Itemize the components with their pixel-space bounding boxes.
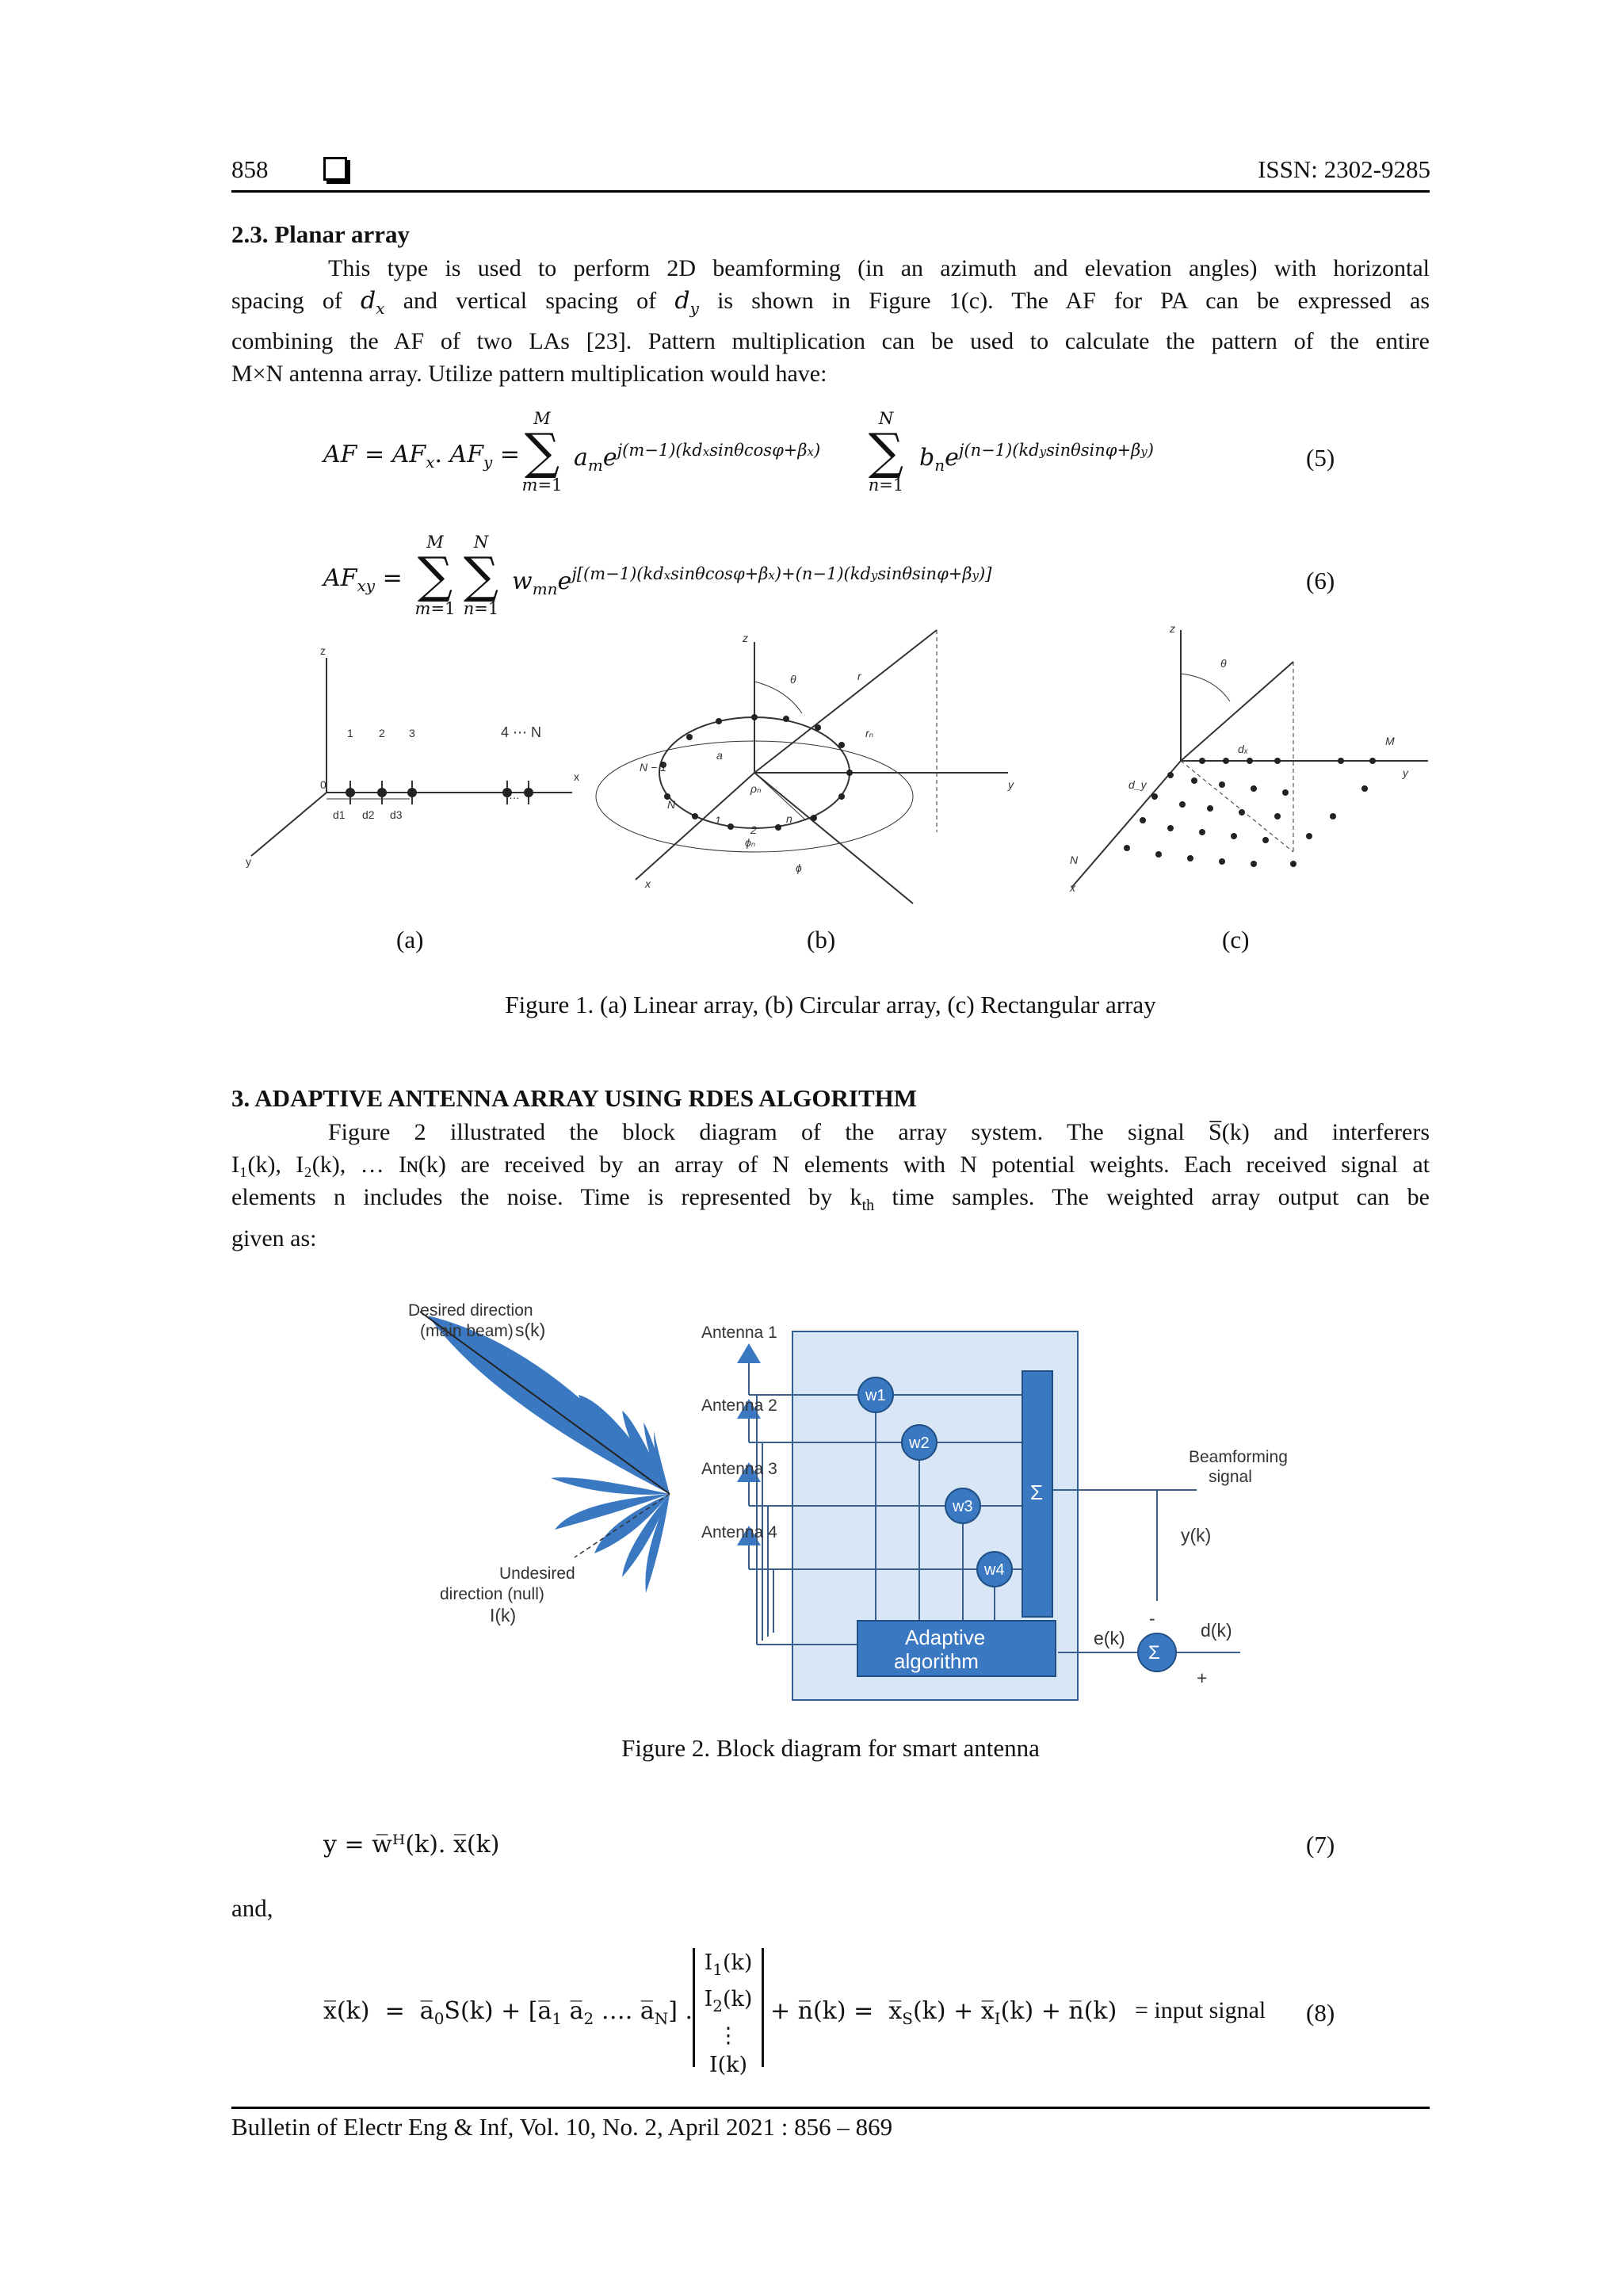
undesired-label: Undesired <box>499 1564 575 1583</box>
beamforming-label: Beamforming <box>1189 1448 1288 1466</box>
label: x <box>1070 881 1075 894</box>
figure-1-diagrams <box>231 622 1436 927</box>
text-line: This type is used to perform 2D beamforming (in an azimuth and elevation angles) with horizontal <box>328 255 1430 281</box>
label: n <box>786 812 792 825</box>
equation-7: y = w̅ᴴ(k). x̅(k) <box>323 1831 500 1859</box>
equation-number: (6) <box>1306 567 1335 594</box>
label: M <box>1385 735 1395 747</box>
equation-number: (5) <box>1306 444 1335 472</box>
label: N <box>1070 854 1079 866</box>
label: d3 <box>390 808 403 821</box>
i-label: I(k) <box>490 1605 517 1626</box>
figure-2-block-diagram <box>396 1292 1288 1704</box>
text-line: given as: <box>231 1225 317 1251</box>
weight-label: w3 <box>953 1498 973 1515</box>
text-line: elements n includes the noise. Time is represented by <box>231 1184 833 1210</box>
issn: ISSN: 2302-9285 <box>1258 155 1430 183</box>
circular-array-labels <box>640 632 1014 890</box>
label: dₓ <box>1238 743 1249 755</box>
y-label: y(k) <box>1181 1525 1212 1545</box>
label: y <box>1008 778 1014 791</box>
label: N <box>667 798 676 811</box>
label: 4 ⋯ N <box>501 724 542 740</box>
label: N − 1 <box>640 761 666 774</box>
label: y <box>1403 766 1408 779</box>
label: … <box>509 789 520 801</box>
equation-number: (7) <box>1306 1831 1335 1859</box>
beamforming-signal-label: signal <box>1209 1468 1252 1486</box>
section-heading-adaptive-array: 3. ADAPTIVE ANTENNA ARRAY USING RDES ALGORITHM <box>231 1084 918 1112</box>
antenna-label: Antenna 4 <box>701 1523 777 1541</box>
text-line: M×N antenna array. Utilize pattern multiplication would have: <box>231 361 827 387</box>
weight-label: w1 <box>865 1387 886 1404</box>
label: 0 <box>320 778 327 791</box>
footer-rule <box>231 2107 1430 2109</box>
text-line: combining the AF of two LAs [23]. Pattern multiplication can be used to calculate the pattern of the entire <box>231 328 1430 354</box>
paragraph-adaptive-array: Figure 2 illustrated the block diagram of the array system. The signal S̅(k) and interferers I₁(k), I₂(k), … Iɴ(k) are received by an array of N elements with N potential weights. Each received signal at elements n includes the noise. Time is represented by $k_{th}$ time samples. The weighted array output can be given as: <box>231 1119 1430 1251</box>
null-direction-label: direction (null) <box>440 1585 544 1603</box>
figure-1-panel-a-label: (a) <box>396 926 424 953</box>
antenna-label: Antenna 1 <box>701 1324 777 1342</box>
algorithm-label: algorithm <box>894 1649 979 1673</box>
label: θ <box>1220 657 1227 670</box>
beam-pattern <box>428 1316 670 1593</box>
figure-1-panel-c-label: (c) <box>1222 926 1250 953</box>
label: x <box>645 877 651 890</box>
rectangular-array-elements <box>1124 758 1376 867</box>
footer-citation: Bulletin of Electr Eng & Inf, Vol. 10, No. 2, April 2021 : 856 – 869 <box>231 2113 893 2141</box>
label: d_y <box>1128 778 1147 791</box>
label: 1 <box>715 814 721 827</box>
label: ϕ <box>796 861 802 874</box>
sum-symbol: Σ <box>1030 1480 1044 1504</box>
text-line: and vertical spacing of <box>403 288 657 314</box>
label: x <box>574 770 579 783</box>
input-signal-text: = input signal <box>1135 1997 1266 2023</box>
main-beam-label: (main beam) <box>420 1322 514 1340</box>
header-rule <box>231 190 1430 193</box>
label: 2 <box>379 727 385 739</box>
text-line: I₁(k), I₂(k), … Iɴ(k) are received by an array of N elements with N potential weights. Each received signal at <box>231 1152 1430 1178</box>
label: y <box>246 855 251 868</box>
linear-array-diagram <box>251 658 572 856</box>
text-line: Figure 2 illustrated the block diagram of the array system. The signal S̅(k) and interferers <box>328 1119 1430 1145</box>
paragraph-planar-array: This type is used to perform 2D beamforming (in an azimuth and elevation angles) with horizontal spacing of $d_x$ and vertical spacing of $d_y$ is shown in Figure 1(c). The AF for PA can be expressed as combining the AF of two LAs [23]. Pattern multiplication can be used to calculate the pattern of the entire M×N antenna array. Utilize pattern multiplication would have: <box>231 255 1430 387</box>
text-line: spacing of <box>231 288 342 314</box>
minus-label: - <box>1149 1608 1155 1629</box>
section-heading-planar-array: 2.3. Planar array <box>231 220 411 248</box>
sum-symbol: Σ <box>1148 1642 1160 1664</box>
weight-label: w4 <box>984 1561 1005 1579</box>
linear-array-labels <box>246 644 579 868</box>
antenna-label: Antenna 2 <box>701 1396 777 1415</box>
rectangular-array-labels <box>1069 622 1409 894</box>
label: z <box>320 644 326 657</box>
d-label: d(k) <box>1201 1620 1232 1641</box>
equation-number: (8) <box>1306 1999 1335 2027</box>
label: 1 <box>347 727 353 739</box>
label: θ <box>790 673 796 686</box>
label: 3 <box>409 727 415 739</box>
label: z <box>1170 622 1175 635</box>
label: r <box>857 670 861 682</box>
e-label: e(k) <box>1094 1628 1125 1648</box>
weight-label: w2 <box>909 1435 930 1452</box>
s-label: s(k) <box>515 1320 546 1340</box>
desired-direction-label: Desired direction <box>408 1301 533 1320</box>
label: 2 <box>750 823 757 836</box>
text-line: time samples. The weighted array output can be <box>892 1184 1430 1210</box>
page-number: 858 <box>231 155 269 183</box>
label: d2 <box>362 808 375 821</box>
figure-1-panel-b-label: (b) <box>807 926 836 953</box>
label: d1 <box>333 808 346 821</box>
figure-1-caption: Figure 1. (a) Linear array, (b) Circular array, (c) Rectangular array <box>505 991 1156 1018</box>
label: ϕₙ <box>745 836 756 849</box>
and-text: and, <box>231 1894 273 1922</box>
square-box-icon <box>323 157 347 181</box>
plus-label: + <box>1197 1668 1208 1688</box>
antenna-label: Antenna 3 <box>701 1460 777 1478</box>
label: ρₙ <box>750 782 762 795</box>
label: rₙ <box>865 727 874 739</box>
label: z <box>743 632 748 644</box>
figure-2-caption: Figure 2. Block diagram for smart antenna <box>621 1734 1040 1762</box>
text-line: is shown in Figure 1(c). The AF for PA can be expressed as <box>717 288 1430 314</box>
adaptive-label: Adaptive <box>905 1626 986 1649</box>
label: a <box>716 749 723 762</box>
